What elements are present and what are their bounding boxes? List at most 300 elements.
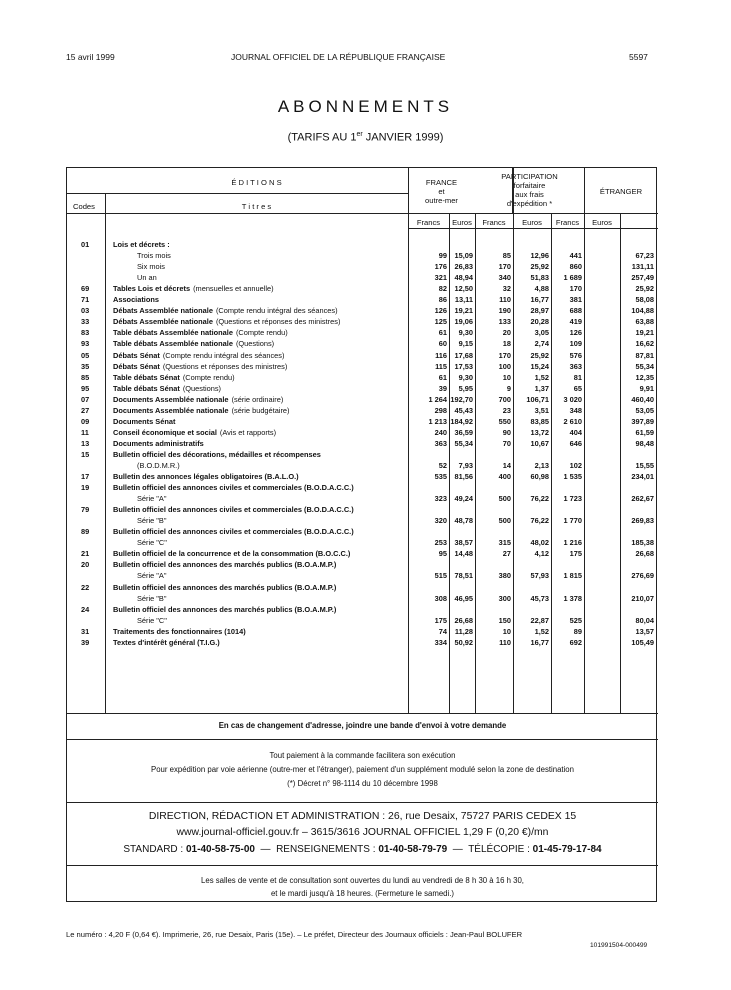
row-title-main: Documents administratifs <box>113 438 204 448</box>
row-value: 60 <box>438 339 447 349</box>
participation-header-3: aux frais <box>515 190 544 199</box>
row-value: 95 <box>438 549 447 559</box>
row-value: 363 <box>569 361 582 371</box>
row-value: 348 <box>569 405 582 415</box>
row-title-main: Tables Lois et décrets <box>113 284 191 294</box>
row-value: 90 <box>502 427 511 437</box>
row-value: 25,92 <box>530 262 549 272</box>
row-value: 87,81 <box>635 350 654 360</box>
row-value: 80,04 <box>635 615 654 625</box>
row-value: 269,83 <box>631 516 654 526</box>
row-value: 38,57 <box>454 538 473 548</box>
row-code: 69 <box>81 284 90 294</box>
row-title <box>113 384 403 393</box>
row-value: 115 <box>435 361 447 371</box>
row-value: 45,73 <box>530 593 549 603</box>
row-value: 105,49 <box>631 637 654 647</box>
table-row <box>67 428 658 439</box>
row-value: 170 <box>498 262 511 272</box>
row-title-main: Débats Sénat <box>113 350 160 360</box>
part-euros-header: Euros <box>522 218 542 227</box>
row-title-main: Bulletin officiel des annonces civiles et commerciales (B.O.D.A.C.C.) <box>113 483 354 493</box>
row-title <box>113 560 403 569</box>
row-value: 50,92 <box>454 637 473 647</box>
payment-note: Tout paiement à la commande facilitera son exécution <box>269 751 456 760</box>
row-value: 57,93 <box>530 571 549 581</box>
row-code: 05 <box>81 350 90 360</box>
row-value: 1 535 <box>563 472 582 482</box>
row-value: 48,78 <box>454 516 473 526</box>
row-value: 9 <box>506 383 511 393</box>
row-value: 12,35 <box>635 372 654 382</box>
row-value: 9,30 <box>458 372 473 382</box>
row-value: 25,92 <box>530 350 549 360</box>
row-value: 18 <box>502 339 511 349</box>
table-row <box>67 373 658 384</box>
row-value: 26,68 <box>454 615 473 625</box>
row-value: 334 <box>434 637 447 647</box>
row-value: 515 <box>434 571 447 581</box>
row-value: 860 <box>569 262 582 272</box>
row-value: 535 <box>434 472 447 482</box>
row-value: 380 <box>498 571 511 581</box>
row-title <box>113 627 403 636</box>
table-row <box>67 450 658 472</box>
header-journal: JOURNAL OFFICIEL DE LA RÉPUBLIQUE FRANÇAISE <box>231 52 446 62</box>
row-value: 61 <box>438 328 447 338</box>
row-value: 14,48 <box>454 549 473 559</box>
standard-label: STANDARD : <box>123 844 184 855</box>
row-title-detail: (Compte rendu intégral des séances) <box>215 306 338 316</box>
row-value: 82 <box>438 284 447 294</box>
row-value: 20 <box>502 328 511 338</box>
row-value: 17,68 <box>454 350 473 360</box>
row-title <box>113 472 403 481</box>
renseignements-label: RENSEIGNEMENTS : <box>276 844 376 855</box>
row-code: 85 <box>81 372 90 382</box>
row-value: 9,30 <box>458 328 473 338</box>
row-value: 262,67 <box>631 494 654 504</box>
row-title-main: Bulletin des annonces légales obligatoires (B.A.L.O.) <box>113 472 299 482</box>
etr-euros-header: Euros <box>592 218 612 227</box>
codes-header: Codes <box>73 202 95 211</box>
row-value: 26,68 <box>635 549 654 559</box>
phone-line: STANDARD : 01-40-58-75-00 — RENSEIGNEMENTS : 01-40-58-79-79 — TÉLÉCOPIE : 01-45-79-17-84 <box>123 844 602 855</box>
row-value: 126 <box>569 328 582 338</box>
row-value: 51,83 <box>530 273 549 283</box>
row-value: 19,21 <box>454 306 473 316</box>
row-value: 48,02 <box>530 538 549 548</box>
row-value: 240 <box>434 427 447 437</box>
row-title <box>113 450 403 459</box>
row-value: 85 <box>502 251 511 261</box>
row-title-detail: (Questions et réponses des ministres) <box>162 361 288 371</box>
row-value: 10 <box>502 372 511 382</box>
address-change-note: En cas de changement d'adresse, joindre une bande d'envoi à votre demande <box>218 721 507 730</box>
row-value: 100 <box>498 361 511 371</box>
row-value: 12,50 <box>454 284 473 294</box>
row-value: 1,52 <box>534 626 549 636</box>
row-value: 300 <box>498 593 511 603</box>
row-value: 2,74 <box>534 339 549 349</box>
row-value: 16,77 <box>530 295 549 305</box>
row-title-detail: (série budgétaire) <box>231 405 290 415</box>
row-value: 102 <box>569 460 582 470</box>
row-value: 3,51 <box>534 405 549 415</box>
row-value: 61 <box>438 372 447 382</box>
row-code: 33 <box>81 317 90 327</box>
row-title-main: Bulletin officiel des annonces des marchés publics (B.O.A.M.P.) <box>113 582 337 592</box>
renseignements-number: 01-40-58-79-79 <box>378 844 448 855</box>
row-title-main: Traitements des fonctionnaires (1014) <box>113 626 246 636</box>
row-value: 1 723 <box>563 494 582 504</box>
row-value: 1 216 <box>563 538 582 548</box>
row-value: 397,89 <box>631 416 654 426</box>
row-value: 700 <box>498 394 511 404</box>
row-value: 315 <box>498 538 511 548</box>
row-value: 15,09 <box>454 251 473 261</box>
row-title-detail: (Compte rendu intégral des séances) <box>162 350 285 360</box>
row-value: 60,98 <box>530 472 549 482</box>
row-value: 10 <box>502 626 511 636</box>
row-title-series: Série "B" <box>137 516 167 526</box>
row-value: 98,48 <box>635 438 654 448</box>
table-row <box>67 549 658 560</box>
row-title <box>113 362 403 371</box>
row-value: 48,94 <box>454 273 473 283</box>
table-row <box>67 406 658 417</box>
row-value: 12,96 <box>530 251 549 261</box>
row-value: 4,12 <box>534 549 549 559</box>
row-code: 24 <box>81 604 90 614</box>
row-value: 192,70 <box>450 394 473 404</box>
standard-number: 01-40-58-75-00 <box>186 844 255 855</box>
row-value: 9,91 <box>639 383 654 393</box>
row-value: 116 <box>435 350 447 360</box>
row-title <box>113 638 403 647</box>
row-code: 89 <box>81 527 90 537</box>
row-title-detail: (Questions) <box>182 383 222 393</box>
table-row <box>67 317 658 328</box>
row-code: 31 <box>81 626 90 636</box>
france-euros-header: Euros <box>452 218 472 227</box>
row-value: 7,93 <box>458 460 473 470</box>
row-value: 150 <box>498 615 511 625</box>
row-code: 03 <box>81 306 90 316</box>
row-code: 11 <box>81 427 89 437</box>
row-code: 71 <box>81 295 90 305</box>
row-code: 95 <box>81 383 90 393</box>
table-row <box>67 328 658 339</box>
row-title-main: Lois et décrets : <box>113 240 170 249</box>
row-value: 81 <box>573 372 582 382</box>
row-value: 126 <box>434 306 447 316</box>
row-value: 23 <box>502 405 511 415</box>
row-title-series: Série "B" <box>137 593 167 603</box>
titres-header: T i t r e s <box>241 202 272 211</box>
row-value: 185,38 <box>631 538 654 548</box>
row-value: 46,95 <box>454 593 473 603</box>
participation-header-2: forfaitaire <box>513 181 546 190</box>
table-row <box>67 560 658 582</box>
row-title-main: Table débats Sénat <box>113 383 180 393</box>
telecopie-number: 01-45-79-17-84 <box>532 844 602 855</box>
row-value: 86 <box>438 295 447 305</box>
row-value: 15,55 <box>635 460 654 470</box>
row-value: 576 <box>569 350 582 360</box>
table-row <box>67 583 658 605</box>
row-title <box>113 527 403 536</box>
france-header-3: outre-mer <box>425 196 458 205</box>
row-code: 21 <box>81 549 90 559</box>
row-title-main: Bulletin officiel des décorations, médailles et récompenses <box>113 449 321 459</box>
row-value: 381 <box>569 295 582 305</box>
row-title-series: Série "A" <box>137 494 167 504</box>
row-code: 19 <box>81 483 90 493</box>
part-francs-header: Francs <box>482 218 506 227</box>
row-value: 404 <box>569 427 582 437</box>
row-title-detail: (Compte rendu) <box>235 328 288 338</box>
etranger-header: ÉTRANGER <box>599 187 643 196</box>
row-value: 58,08 <box>635 295 654 305</box>
editions-header: É D I T I O N S <box>231 178 282 187</box>
air-shipping-note: Pour expédition par voie aérienne (outre-mer et l'étranger), paiement d'un supplément modulé selon la zone de destination <box>151 765 574 774</box>
row-value: 65 <box>573 383 582 393</box>
row-title-detail: (Avis et rapports) <box>219 427 277 437</box>
row-title-main: Débats Assemblée nationale <box>113 306 213 316</box>
row-code: 01 <box>81 240 90 249</box>
row-value: 13,72 <box>530 427 549 437</box>
row-code: 13 <box>81 438 90 448</box>
row-value: 320 <box>434 516 447 526</box>
row-value: 9,15 <box>458 339 473 349</box>
table-row <box>67 240 658 251</box>
row-value: 131,11 <box>631 262 654 272</box>
row-value: 1 264 <box>428 394 447 404</box>
row-title <box>137 262 407 271</box>
table-row <box>67 527 658 549</box>
row-code: 20 <box>81 560 90 570</box>
row-value: 110 <box>499 637 511 647</box>
row-value: 525 <box>569 615 582 625</box>
row-title-main: Un an <box>137 273 157 283</box>
row-value: 39 <box>438 383 447 393</box>
row-value: 1 815 <box>563 571 582 581</box>
subscription-table <box>66 167 657 902</box>
row-title-detail: (Questions) <box>235 339 275 349</box>
row-value: 1 770 <box>563 516 582 526</box>
row-title-main: Trois mois <box>137 251 171 261</box>
row-value: 55,34 <box>454 438 473 448</box>
table-row <box>67 273 658 284</box>
row-value: 1,52 <box>534 372 549 382</box>
row-value: 14 <box>502 460 511 470</box>
footer-imprint: Le numéro : 4,20 F (0,64 €). Imprimerie, 26, rue Desaix, Paris (15e). – Le préfet, Directeur des Journaux officiels : Jean-Paul BOLUFER <box>66 930 523 939</box>
row-code: 35 <box>81 361 90 371</box>
row-code: 83 <box>81 328 90 338</box>
row-value: 45,43 <box>454 405 473 415</box>
row-title <box>113 417 403 426</box>
row-code: 09 <box>81 416 90 426</box>
row-code: 79 <box>81 505 90 515</box>
row-title-series: (B.O.D.M.R.) <box>137 460 180 470</box>
row-value: 28,97 <box>530 306 549 316</box>
row-code: 39 <box>81 637 90 647</box>
row-value: 276,69 <box>631 571 654 581</box>
table-row <box>67 472 658 483</box>
table-row <box>67 627 658 638</box>
row-title <box>113 428 403 437</box>
row-title <box>113 483 403 492</box>
row-value: 460,40 <box>631 394 654 404</box>
table-row <box>67 638 658 649</box>
row-title-main: Documents Assemblée nationale <box>113 394 229 404</box>
row-title <box>113 351 403 360</box>
row-value: 176 <box>434 262 447 272</box>
table-row <box>67 262 658 273</box>
opening-hours-line-2: et le mardi jusqu'à 18 heures. (Fermeture le samedi.) <box>270 889 455 898</box>
telecopie-label: TÉLÉCOPIE : <box>468 844 530 855</box>
row-title-detail: (série ordinaire) <box>231 394 284 404</box>
row-value: 36,59 <box>454 427 473 437</box>
row-value: 1 689 <box>563 273 582 283</box>
row-value: 52 <box>438 460 447 470</box>
row-value: 109 <box>569 339 582 349</box>
row-value: 175 <box>434 615 447 625</box>
website-line: www.journal-officiel.gouv.fr – 3615/3616 JOURNAL OFFICIEL 1,29 F (0,20 €)/mn <box>176 827 549 838</box>
row-title-main: Bulletin officiel des annonces des marchés publics (B.O.A.M.P.) <box>113 604 337 614</box>
row-value: 688 <box>569 306 582 316</box>
row-title-main: Conseil économique et social <box>113 427 217 437</box>
row-value: 17,53 <box>454 361 473 371</box>
france-header-2: et <box>438 187 445 196</box>
row-code: 93 <box>81 339 90 349</box>
row-code: 22 <box>81 582 90 592</box>
row-value: 234,01 <box>631 472 654 482</box>
row-value: 53,05 <box>635 405 654 415</box>
table-row <box>67 483 658 505</box>
opening-hours-line-1: Les salles de vente et de consultation sont ouvertes du lundi au vendredi de 8 h 30 à 16 h 30, <box>201 876 524 885</box>
row-value: 1 213 <box>428 416 447 426</box>
row-value: 125 <box>434 317 447 327</box>
page-title: ABONNEMENTS <box>277 97 454 116</box>
row-title-main: Table débats Assemblée nationale <box>113 328 233 338</box>
row-value: 340 <box>498 273 511 283</box>
row-title-detail: (Questions et réponses des ministres) <box>215 317 341 327</box>
row-value: 170 <box>498 350 511 360</box>
row-value: 89 <box>573 626 582 636</box>
row-title-main: Textes d'intérêt général (T.I.G.) <box>113 637 220 647</box>
table-row <box>67 339 658 350</box>
header-page-number: 5597 <box>629 52 648 62</box>
row-title <box>113 549 403 558</box>
row-title-detail: (Compte rendu) <box>182 372 235 382</box>
row-value: 32 <box>502 284 511 294</box>
row-value: 104,88 <box>631 306 654 316</box>
footer-reference: 101991504-000499 <box>590 942 648 949</box>
row-title-series: Série "A" <box>137 571 167 581</box>
table-row <box>67 295 658 306</box>
row-value: 25,92 <box>635 284 654 294</box>
row-value: 11,28 <box>454 626 473 636</box>
row-value: 321 <box>434 273 447 283</box>
row-value: 2 610 <box>563 416 582 426</box>
row-title <box>113 295 403 304</box>
row-title <box>113 373 403 382</box>
row-title-main: Documents Sénat <box>113 416 176 426</box>
row-value: 83,85 <box>530 416 549 426</box>
row-value: 298 <box>434 405 447 415</box>
row-code: 07 <box>81 394 90 404</box>
row-code: 17 <box>81 472 90 482</box>
row-value: 323 <box>434 494 447 504</box>
row-value: 26,83 <box>454 262 473 272</box>
row-value: 61,59 <box>635 427 654 437</box>
row-title-main: Associations <box>113 295 160 305</box>
row-value: 3,05 <box>534 328 549 338</box>
france-header-1: FRANCE <box>425 178 458 187</box>
row-code: 27 <box>81 405 90 415</box>
row-value: 363 <box>434 438 447 448</box>
row-value: 99 <box>438 251 447 261</box>
row-value: 13,57 <box>635 626 654 636</box>
row-value: 190 <box>498 306 511 316</box>
row-value: 4,88 <box>534 284 549 294</box>
row-value: 5,95 <box>458 383 473 393</box>
row-value: 308 <box>434 593 447 603</box>
row-title <box>113 406 403 415</box>
row-value: 692 <box>569 637 582 647</box>
etr-francs-header: Francs <box>555 218 580 227</box>
row-title <box>113 317 403 326</box>
row-title <box>113 395 403 404</box>
row-title-main: Table débats Assemblée nationale <box>113 339 233 349</box>
row-title-main: Bulletin officiel des annonces des marchés publics (B.O.A.M.P.) <box>113 560 337 570</box>
row-value: 184,92 <box>450 416 473 426</box>
row-title-series: Série "C" <box>137 615 167 625</box>
table-row <box>67 395 658 406</box>
row-title <box>113 605 403 614</box>
row-value: 500 <box>498 516 511 526</box>
row-value: 20,28 <box>530 317 549 327</box>
row-title-main: Documents Assemblée nationale <box>113 405 229 415</box>
row-title-detail: (mensuelles et annuelle) <box>193 284 274 294</box>
row-value: 2,13 <box>534 460 549 470</box>
row-title-main: Six mois <box>137 262 165 272</box>
row-title <box>113 306 403 315</box>
table-row <box>67 284 658 295</box>
table-row <box>67 505 658 527</box>
row-value: 170 <box>569 284 582 294</box>
participation-header-4: d'expédition * <box>506 199 553 208</box>
row-value: 646 <box>569 438 582 448</box>
row-title-main: Débats Sénat <box>113 361 160 371</box>
row-title <box>113 439 403 448</box>
row-title <box>113 240 403 249</box>
row-value: 500 <box>498 494 511 504</box>
row-value: 70 <box>502 438 511 448</box>
row-value: 15,24 <box>530 361 549 371</box>
row-value: 106,71 <box>526 394 549 404</box>
row-value: 63,88 <box>635 317 654 327</box>
row-code: 15 <box>81 449 90 459</box>
row-title <box>113 328 403 337</box>
row-value: 133 <box>498 317 511 327</box>
france-francs-header: Francs <box>416 218 441 227</box>
row-value: 76,22 <box>530 516 549 526</box>
row-title-series: Série "C" <box>137 538 167 548</box>
row-value: 16,77 <box>530 637 549 647</box>
